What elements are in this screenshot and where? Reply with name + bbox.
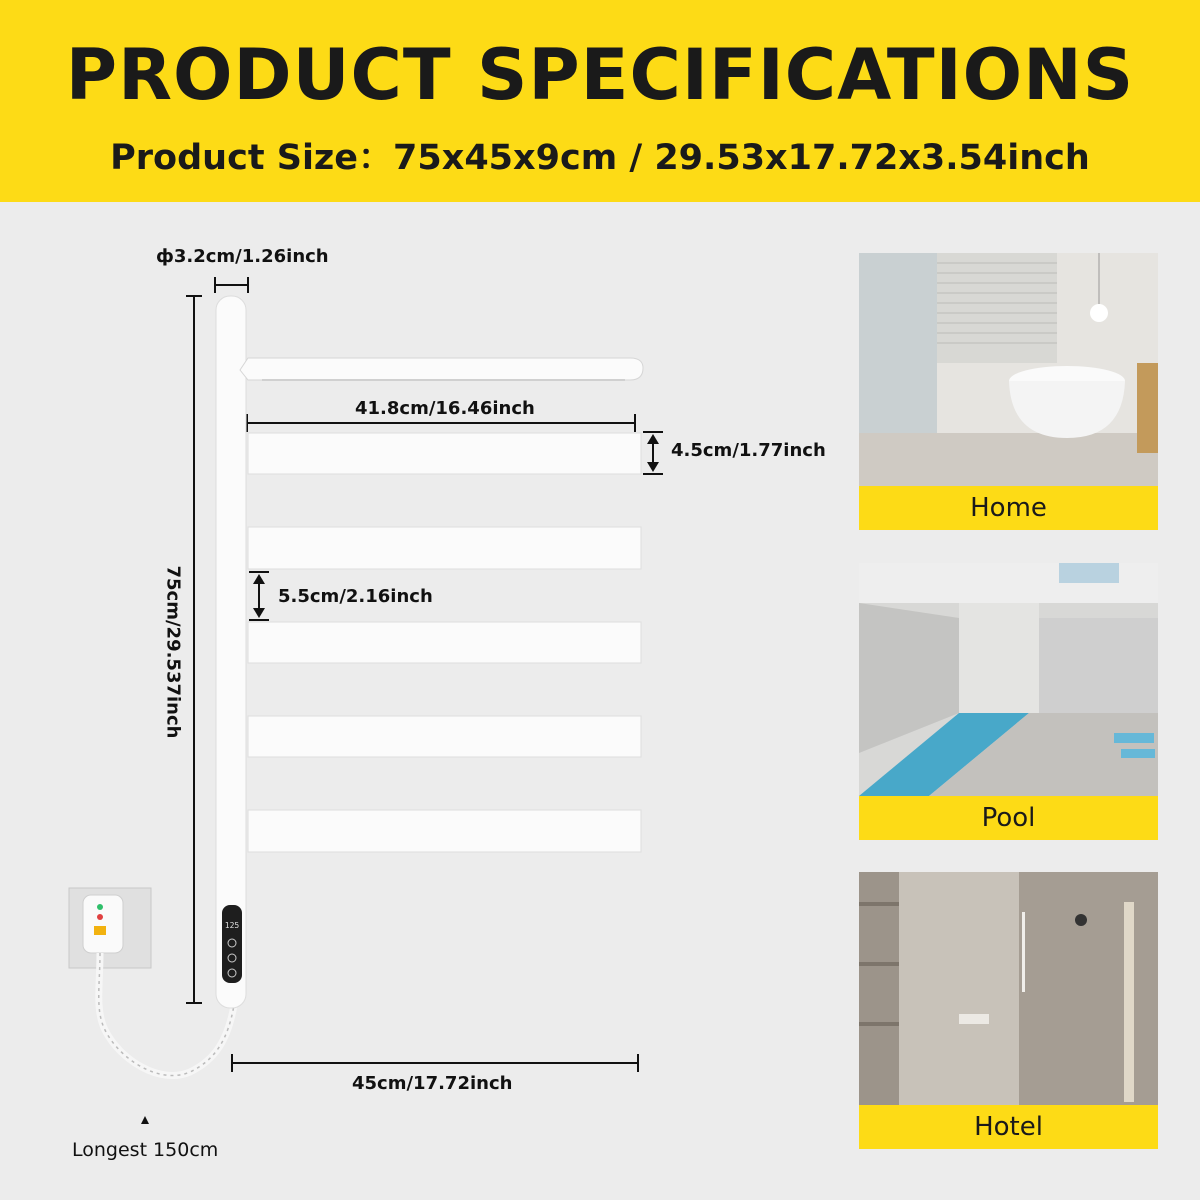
bar-spacing-label: 5.5cm/2.16inch (278, 586, 433, 607)
scene-card-hotel (859, 872, 1158, 1149)
width-label: 45cm/17.72inch (352, 1073, 513, 1094)
towel-bar (248, 527, 641, 569)
control-panel (222, 905, 242, 983)
towel-bar (248, 716, 641, 757)
cable-length-label: Longest 150cm (72, 1139, 219, 1161)
bar-height-label: 4.5cm/1.77inch (671, 440, 826, 461)
scene-card-pool (859, 563, 1158, 840)
towel-bar (248, 622, 641, 663)
scene-label-pool: Pool (859, 796, 1158, 840)
wall-socket (69, 888, 151, 968)
home-bathroom-image (859, 253, 1158, 486)
svg-text:125: 125 (224, 921, 240, 930)
scene-label-home: Home (859, 486, 1158, 530)
towel-bars (248, 433, 641, 852)
height-label: 75cm/29.537inch (162, 565, 184, 739)
coiled-cable (99, 953, 234, 1076)
towel-bar (248, 433, 641, 474)
dimension-lines (186, 277, 663, 1072)
shelf-width-label: 41.8cm/16.46inch (355, 398, 535, 419)
product-size-subtitle: Product Size：75x45x9cm / 29.53x17.72x3.54inch (110, 138, 1090, 178)
vertical-pole (216, 296, 246, 1008)
scene-card-home (859, 253, 1158, 530)
scene-label-hotel: Hotel (859, 1105, 1158, 1149)
top-shelf (240, 358, 643, 380)
page-title: PRODUCT SPECIFICATIONS (65, 34, 1135, 116)
pool-image (859, 563, 1158, 796)
towel-bar (248, 810, 641, 852)
diameter-label: ф3.2cm/1.26inch (156, 246, 329, 267)
hotel-bathroom-image (859, 872, 1158, 1105)
